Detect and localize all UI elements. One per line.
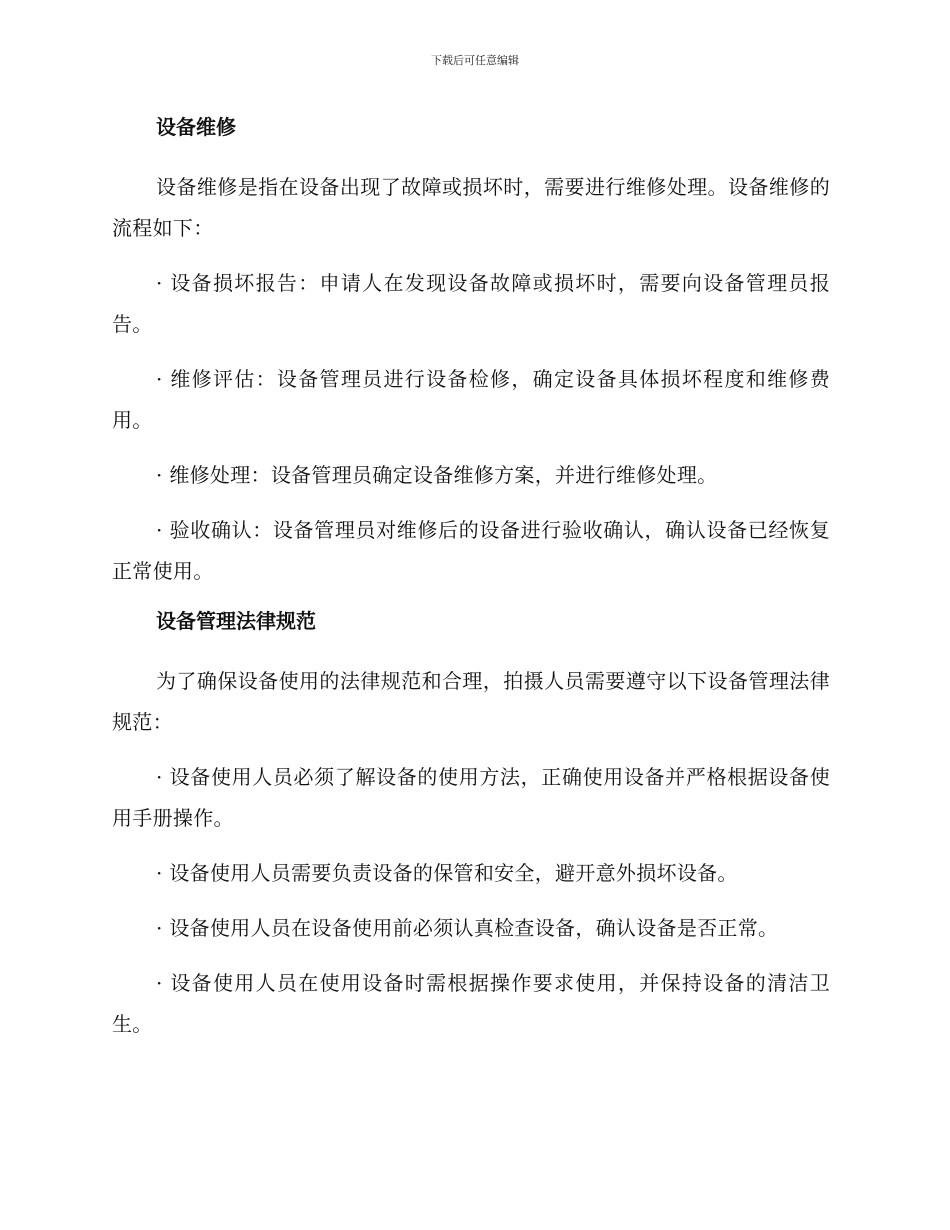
list-item: · 设备使用人员在设备使用前必须认真检查设备，确认设备是否正常。 (156, 916, 779, 940)
section-legal-norms (112, 606, 830, 1045)
section-intro: 设备维修是指在设备出现了故障或损坏时，需要进行维修处理。设备维修的流程如下： (112, 175, 830, 240)
list-item: · 验收确认：设备管理员对维修后的设备进行验收确认，确认设备已经恢复正常使用。 (112, 518, 830, 583)
list-item: · 设备使用人员需要负责设备的保管和安全，避开意外损坏设备。 (156, 861, 738, 885)
header-note: 下载后可任意编辑 (431, 54, 519, 67)
list-item: · 设备使用人员在使用设备时需根据操作要求使用，并保持设备的清洁卫生。 (112, 971, 830, 1036)
list-item: · 设备损坏报告：申请人在发现设备故障或损坏时，需要向设备管理员报告。 (112, 271, 830, 336)
section-equipment-repair (112, 112, 830, 592)
list-item: · 设备使用人员必须了解设备的使用方法，正确使用设备并严格根据设备使用手册操作。 (112, 765, 830, 830)
section-heading: 设备维修 (156, 115, 236, 139)
list-item: · 维修处理：设备管理员确定设备维修方案，并进行维修处理。 (156, 463, 718, 487)
section-heading: 设备管理法律规范 (156, 609, 316, 633)
list-item: · 维修评估：设备管理员进行设备检修，确定设备具体损坏程度和维修费用。 (112, 367, 830, 432)
section-intro: 为了确保设备使用的法律规范和合理，拍摄人员需要遵守以下设备管理法律规范： (112, 669, 830, 734)
document-body (112, 112, 830, 1059)
